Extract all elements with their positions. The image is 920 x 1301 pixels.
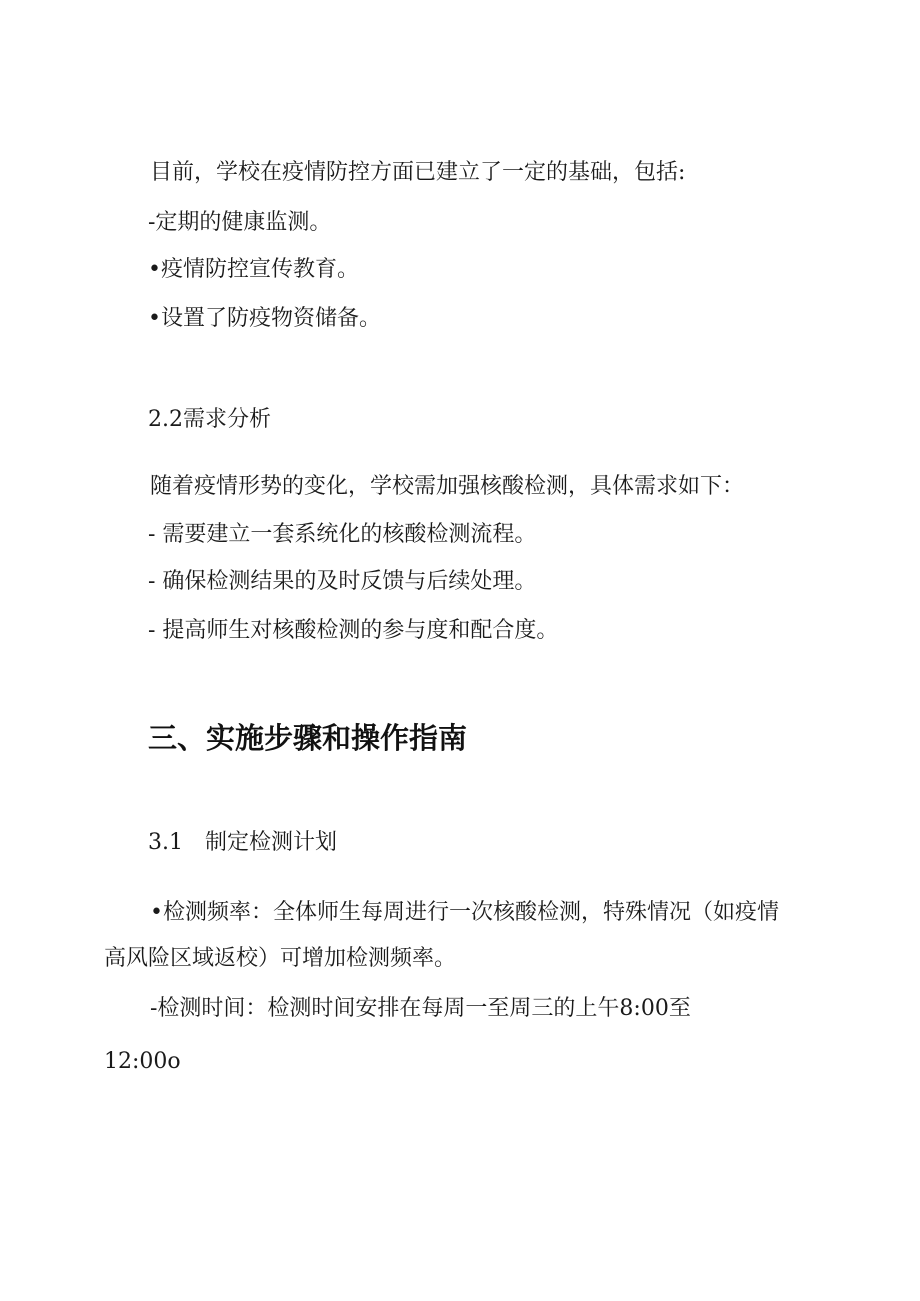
section-heading: 2.2需求分析 xyxy=(148,407,271,432)
section-heading: 3.1 制定检测计划 xyxy=(148,830,337,855)
list-item: •设置了防疫物资储备。 xyxy=(148,306,381,331)
list-item: •疫情防控宣传教育。 xyxy=(148,257,359,282)
paragraph-line: -检测时间：检测时间安排在每周一至周三的上午8:00至 xyxy=(150,996,691,1021)
paragraph-line: 12:00o xyxy=(104,1049,181,1074)
paragraph-line: •检测频率：全体师生每周进行一次核酸检测，特殊情况（如疫情 xyxy=(150,900,779,925)
paragraph-line: 高风险区域返校）可增加检测频率。 xyxy=(104,946,457,971)
intro-paragraph: 目前，学校在疫情防控方面已建立了一定的基础，包括: xyxy=(150,160,686,185)
section-intro-paragraph: 随着疫情形势的变化，学校需加强核酸检测，具体需求如下： xyxy=(150,474,745,499)
list-item: - 确保检测结果的及时反馈与后续处理。 xyxy=(148,569,537,594)
list-item: - 需要建立一套系统化的核酸检测流程。 xyxy=(148,522,537,547)
list-item: - 提高师生对核酸检测的参与度和配合度。 xyxy=(148,618,559,643)
list-item: -定期的健康监测。 xyxy=(148,210,332,235)
chapter-heading: 三、实施步骤和操作指南 xyxy=(148,721,468,755)
